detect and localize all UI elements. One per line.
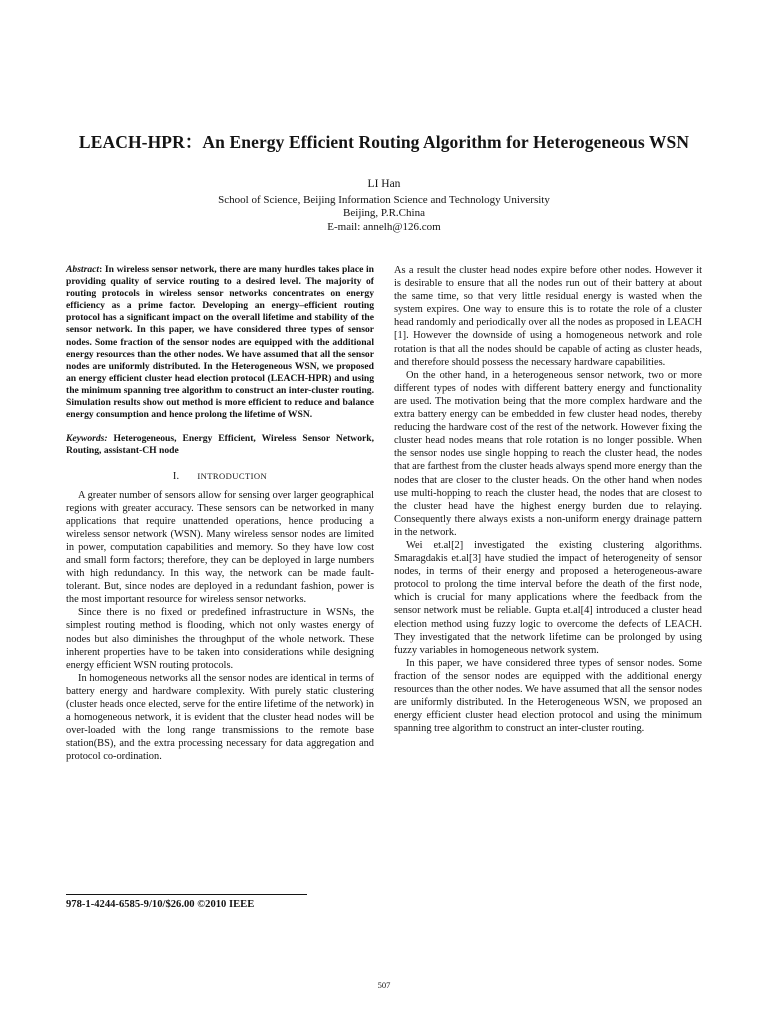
keywords xyxy=(66,433,374,457)
right-column xyxy=(394,264,702,735)
keywords-text: Heterogeneous, Energy Efficient, Wireless Sensor Network, Routing, assistant-CH node xyxy=(66,433,374,457)
section-heading xyxy=(66,470,374,483)
paragraph: Since there is no fixed or predefined infrastructure in WSNs, the simplest routing method is flooding, which not only wastes energy of nodes but also diminishes the throughput of the whole network. These inherent properties have to be taken into considerations while designing energy efficient WSN routing protocols. xyxy=(66,607,374,671)
paragraph: Wei et.al[2] investigated the existing clustering algorithms. Smaragdakis et.al[3] have studied the impact of heterogeneity of sensor nodes, in terms of their energy and proposed a heterogeneous-aware protocol to prolong the time interval before the death of the first node, which is crucial for many applications where the feedback from the sensor network must be reliable. Gupta et.al[4] introduced a cluster head election method using fuzzy logic to overcome the defects of LEACH. They investigated that the network lifetime can be prolonged by using fuzzy variables in homogeneous network system. xyxy=(394,539,702,656)
paragraph: In homogeneous networks all the sensor nodes are identical in terms of battery energy and hardware complexity. With purely static clustering (cluster heads once elected, serve for the entire lifetime of the network) in a homogeneous network, it is evident that the cluster head nodes will be over-loaded with the long range transmissions to the remote base station(BS), and the extra processing necessary for data aggregation and protocol co-ordination. xyxy=(66,672,374,763)
section-number: I. xyxy=(172,471,180,483)
abstract xyxy=(66,264,374,421)
paragraph: A greater number of sensors allow for sensing over larger geographical regions with greater accuracy. These sensors can be networked in many applications that require unattended operations, hence producing a wireless sensor network (WSN). Many wireless sensor nodes are limited in power, computation capabilities and memory. So they have low cost and small form factors; therefore, they can be deployed in large numbers with high redundancy. In this way, the network can be made fault-tolerant. But, since nodes are deployed in a redundant fashion, power is the most important resource for wireless sensor networks. xyxy=(66,489,374,606)
left-column xyxy=(66,264,374,763)
paragraph: As a result the cluster head nodes expire before other nodes. However it is desirable to ensure that all the nodes run out of their battery at about the same time, so that very little residual energy is wasted when the system expires. One way to ensure this is to rotate the role of a cluster head randomly and periodically over all the nodes as proposed in LEACH [1]. However the downside of using a homogeneous network and role rotation is that all the nodes should be capable of acting as cluster heads, and therefore should possess the necessary hardware capabilities. xyxy=(394,265,702,368)
page-number: 507 xyxy=(377,980,391,990)
author-email: E-mail: annelh@126.com xyxy=(327,220,441,233)
author-name: LI Han xyxy=(367,178,401,190)
author-block xyxy=(90,178,678,234)
affiliation-line-1: School of Science, Beijing Information Science and Technology University xyxy=(218,193,550,206)
abstract-label: Abstract xyxy=(66,264,100,275)
affiliation-line-2: Beijing, P.R.China xyxy=(343,207,425,219)
paragraph: On the other hand, in a heterogeneous sensor network, two or more different types of nodes with different battery energy and functionality are used. The motivation being that the more complex hardware and the extra battery energy can be embedded in few cluster head nodes, thereby reducing the hardware cost of the rest of the network. However fixing the cluster head nodes means that role rotation is no longer possible. When the sensor nodes use single hopping to reach the cluster head, the nodes that are farthest from the cluster heads always spend more energy than the nodes that are closer to the cluster heads. On the other hand when nodes use multi-hopping to reach the cluster head, the nodes that are closest to the cluster head have the highest energy burden due to relaying. Consequently there always exists a non-uniform energy drainage pattern in the network. xyxy=(394,369,702,538)
paper-title: LEACH-HPR：An Energy Efficient Routing Algorithm for Heterogeneous WSN xyxy=(78,132,690,152)
footer-divider xyxy=(66,894,307,895)
paragraph: In this paper, we have considered three types of sensor nodes. Some fraction of the sensor nodes are equipped with the additional energy resources than the other nodes. We have assumed that all the sensor nodes are uniformly distributed. In the Heterogeneous WSN, we proposed an energy efficient cluster head election protocol and using the minimum spanning tree algorithm to construct an inter-cluster routing. xyxy=(394,657,702,735)
keywords-label: Keywords: xyxy=(66,433,108,445)
copyright-notice: 978-1-4244-6585-9/10/$26.00 ©2010 IEEE xyxy=(66,899,255,910)
section-title: INTRODUCTION xyxy=(197,471,268,482)
abstract-text: : In wireless sensor network, there are many hurdles takes place in providing quality of service routing to a desired level. The majority of routing protocols in wireless sensor networks concentrates on energy efficiency as a prime factor. Developing an energy–efficient routing protocol has a significant impact on the overall lifetime and stability of the sensor network. In this paper, we have considered three types of sensor nodes. Some fraction of the sensor nodes are equipped with the additional energy resources than the other nodes. We have assumed that all the sensor nodes are uniformly distributed. In the Heterogeneous WSN, we proposed an energy efficient cluster head election protocol (LEACH-HPR) and using the minimum spanning tree algorithm to construct an inter-cluster routing. Simulation results show out method is more efficient to reduce and balance energy consumption and hence prolong the lifetime of WSN. xyxy=(66,264,374,421)
